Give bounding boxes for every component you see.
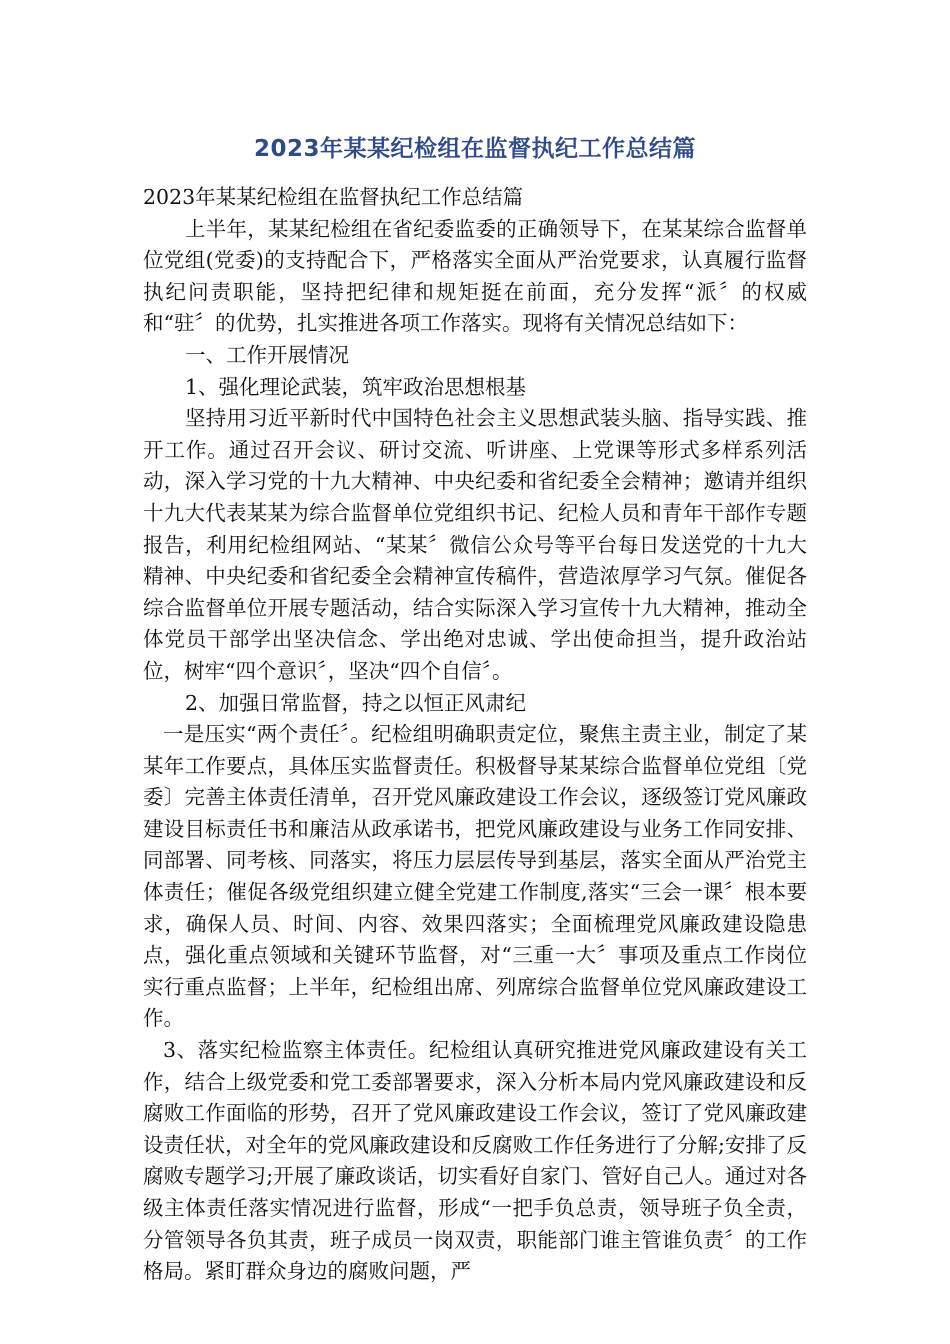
- subsection-heading-1: 1、强化理论武装，筑牢政治思想根基: [185, 374, 527, 399]
- paragraph-responsibility: 一是压实“两个责任〞。纪检组明确职责定位，聚焦主责主业，制定了某某年工作要点，具体压实监督责任。积极督导某某综合监督单位党组〔党委〕完善主体责任清单，召开党风廉政建设工作会议，逐级签订党风廉政建设目标责任书和廉洁从政承诺书，把党风廉政建设与业务工作同安排、同部署、同考核、同落实，将压力层层传导到基层，落实全面从严治党主体责任；催促各级党组织建立健全党建工作制度,落实“三会一课〞根本要求，确保人员、时间、内容、效果四落实；全面梳理党风廉政建设隐患点，强化重点领域和关键环节监督，对“三重一大〞事项及重点工作岗位实行重点监督；上半年，纪检组出席、列席综合监督单位党风廉政建设工作。: [143, 722, 807, 1031]
- document-title: 2023年某某纪检组在监督执纪工作总结篇: [253, 136, 696, 162]
- subsection-heading-2: 2、加强日常监督，持之以恒正风肃纪: [185, 690, 527, 715]
- body-heading-line: 2023年某某纪检组在监督执纪工作总结篇: [143, 185, 524, 209]
- intro-paragraph: 上半年，某某纪检组在省纪委监委的正确领导下，在某某综合监督单位党组(党委)的支持配合下，严格落实全面从严治党要求，认真履行监督执纪问责职能，坚持把纪律和规矩挺在前面，充分发挥“派〞的权威和“驻〞的优势，扎实推进各项工作落实。现将有关情况总结如下：: [143, 216, 807, 336]
- paragraph-supervision: 3、落实纪检监察主体责任。纪检组认真研究推进党风廉政建设有关工作，结合上级党委和党工委部署要求，深入分析本局内党风廉政建设和反腐败工作面临的形势，召开了党风廉政建设工作会议，签订了党风廉政建设责任状，对全年的党风廉政建设和反腐败工作任务进行了分解;安排了反腐败专题学习;开展了廉政谈话，切实看好自家门、管好自己人。通过对各级主体责任落实情况进行监督，形成“一把手负总责，领导班子负全责，分管领导各负其责，班子成员一岗双责，职能部门谁主管谁负责〞的工作格局。紧盯群众身边的腐败问题，严: [143, 1038, 807, 1284]
- document-body: [143, 182, 807, 1288]
- paragraph-theory: 坚持用习近平新时代中国特色社会主义思想武装头脑、指导实践、推开工作。通过召开会议、研讨交流、听讲座、上党课等形式多样系列活动，深入学习党的十九大精神、中央纪委和省纪委全会精神；邀请并组织十九大代表某某为综合监督单位党组织书记、纪检人员和青年干部作专题报告，利用纪检组网站、“某某〞微信公众号等平台每日发送党的十九大精神、中央纪委和省纪委全会精神宣传稿件，营造浓厚学习气氛。催促各综合监督单位开展专题活动，结合实际深入学习宣传十九大精神，推动全体党员干部学出坚决信念、学出绝对忠诚、学出使命担当，提升政治站位，树牢“四个意识〞，坚决“四个自信〞。: [143, 406, 807, 683]
- section-heading-1: 一、工作开展情况: [185, 342, 349, 367]
